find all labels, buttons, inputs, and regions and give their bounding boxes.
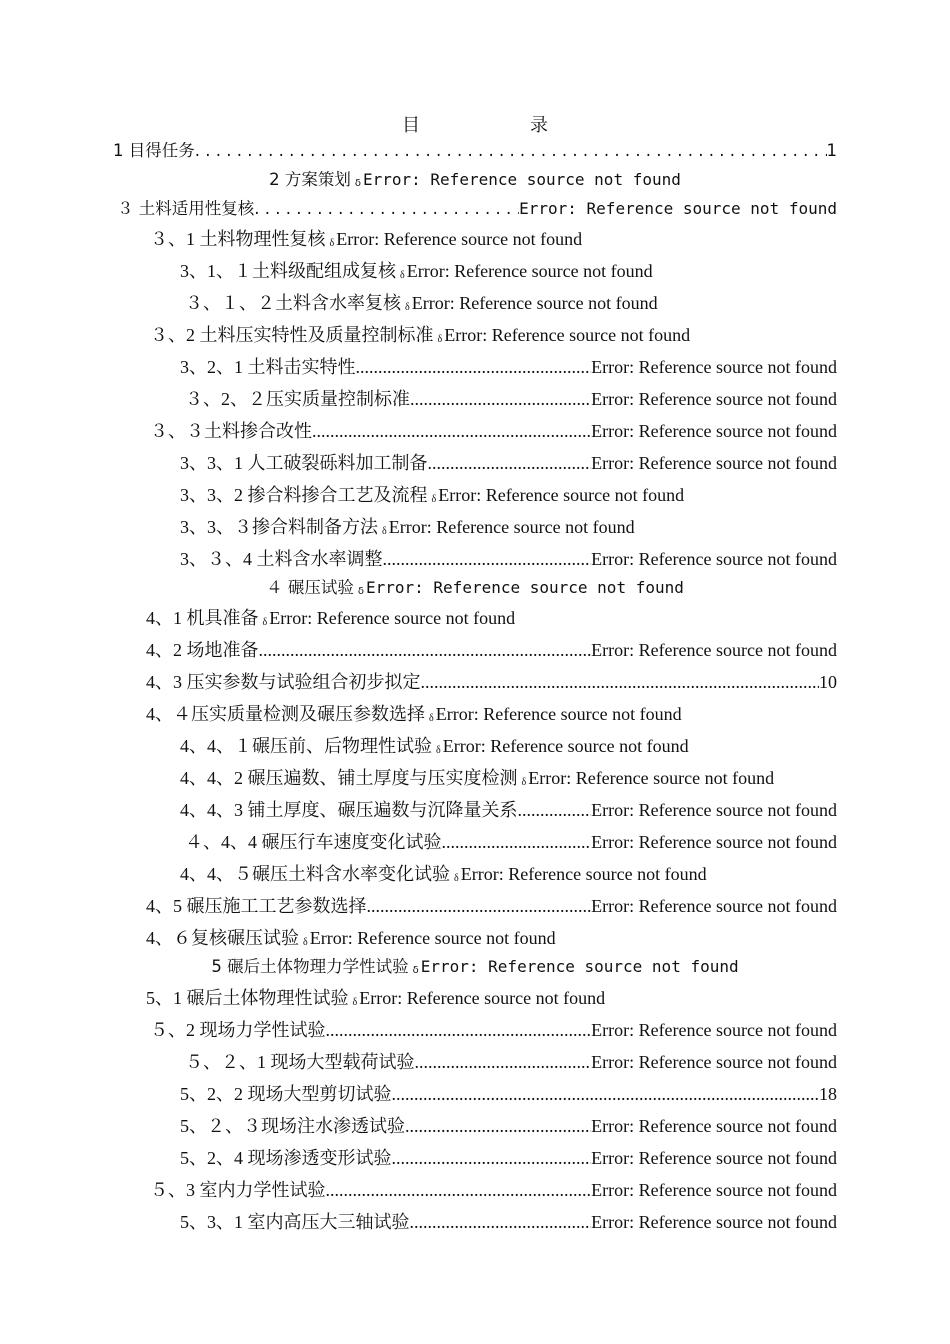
toc-entry-label: 4、4、１碾压前、后物理性试验 xyxy=(180,736,432,756)
toc-entry-page: Error: Reference source not found xyxy=(444,325,691,345)
toc-entry-label: 5、２、３现场注水渗透试验 xyxy=(180,1116,405,1136)
tab-marker-icon: δ xyxy=(329,238,335,249)
toc-entry-label: ３、１、２土料含水率复核 xyxy=(185,293,401,313)
toc-entry-page: Error: Reference source not found xyxy=(591,389,837,409)
toc-entry[interactable] xyxy=(180,797,837,823)
toc-entry-label: 3、3、３掺合料制备方法 xyxy=(180,517,378,537)
toc-entry-page: Error: Reference source not found xyxy=(591,357,837,377)
leader-dots xyxy=(195,138,827,164)
leader-dots xyxy=(428,450,592,476)
toc-entry[interactable] xyxy=(146,605,515,631)
toc-entry[interactable] xyxy=(180,1113,837,1139)
toc-entry-page: Error: Reference source not found xyxy=(591,421,837,441)
toc-entry[interactable] xyxy=(180,1081,837,1107)
tab-marker-icon: δ xyxy=(262,617,268,628)
toc-entry-page: Error: Reference source not found xyxy=(362,170,681,189)
leader-dots xyxy=(392,1145,592,1171)
toc-entry[interactable] xyxy=(146,701,682,727)
toc-entry[interactable] xyxy=(180,354,837,380)
toc-entry[interactable] xyxy=(146,669,837,695)
tab-marker-icon: δ xyxy=(357,586,364,597)
toc-entry-page: Error: Reference source not found xyxy=(359,988,606,1008)
toc-entry[interactable] xyxy=(150,1017,837,1043)
tab-marker-icon: δ xyxy=(352,997,358,1008)
toc-entry-label: 4、5 碾压施工工艺参数选择 xyxy=(146,896,367,916)
leader-dots xyxy=(442,829,592,855)
toc-entry-page: Error: Reference source not found xyxy=(591,1020,837,1040)
toc-entry-label: ３、1 土料物理性复核 xyxy=(150,229,326,249)
toc-entry-label: ５、2 现场力学性试验 xyxy=(150,1020,326,1040)
toc-entry-label: 3、2、1 土料击实特性 xyxy=(180,357,356,377)
leader-dots xyxy=(254,196,519,222)
toc-entry-label: 3、3、1 人工破裂砾料加工制备 xyxy=(180,453,428,473)
tab-marker-icon: δ xyxy=(354,178,361,189)
toc-entry[interactable] xyxy=(146,637,837,663)
tab-marker-icon: δ xyxy=(429,713,434,724)
leader-dots xyxy=(326,1177,592,1203)
toc-entry-page: Error: Reference source not found xyxy=(591,1052,837,1072)
toc-entry[interactable] xyxy=(113,575,837,601)
toc-entry-label: 4、1 机具准备 xyxy=(146,608,259,628)
tab-marker-icon: δ xyxy=(303,937,308,948)
leader-dots xyxy=(410,1209,592,1235)
toc-entry-page: 10 xyxy=(819,672,837,692)
toc-entry-page: 1 xyxy=(826,141,837,160)
toc-entry-page: Error: Reference source not found xyxy=(591,800,837,820)
toc-entry[interactable] xyxy=(180,546,837,572)
toc-entry-label: 3、３、4 土料含水率调整 xyxy=(180,549,383,569)
tab-marker-icon: δ xyxy=(382,526,387,537)
toc-entry-page: Error: Reference source not found xyxy=(591,1116,837,1136)
toc-entry-label: 5、2、2 现场大型剪切试验 xyxy=(180,1084,392,1104)
toc-entry-label: ３、2、２压实质量控制标准 xyxy=(185,389,410,409)
toc-title: 目录 xyxy=(402,115,658,136)
toc-entry-label: 4、４压实质量检测及碾压参数选择 xyxy=(146,704,425,724)
leader-dots xyxy=(383,546,592,572)
toc-entry-page: Error: Reference source not found xyxy=(591,640,837,660)
toc-entry-page: Error: Reference source not found xyxy=(438,485,685,505)
leader-dots xyxy=(405,1113,591,1139)
leader-dots xyxy=(415,1049,592,1075)
toc-entry-page: Error: Reference source not found xyxy=(309,928,556,948)
tab-marker-icon: δ xyxy=(454,873,459,884)
tab-marker-icon: δ xyxy=(436,745,441,756)
toc-entry-label: 4、4、2 碾压遍数、铺土厚度与压实度检测 xyxy=(180,768,518,788)
toc-entry-page: Error: Reference source not found xyxy=(591,1148,837,1168)
toc-entry-label: 4、2 场地准备 xyxy=(146,640,259,660)
leader-dots xyxy=(312,418,591,444)
toc-entry-page: Error: Reference source not found xyxy=(591,549,837,569)
toc-entry-page: Error: Reference source not found xyxy=(365,578,684,597)
toc-entry[interactable] xyxy=(180,514,635,540)
toc-entry-label: ３ 土料适用性复核 xyxy=(117,199,255,218)
toc-entry-label: 4、4、3 铺土厚度、碾压遍数与沉降量关系 xyxy=(180,800,518,820)
toc-entry-label: 5、2、4 现场渗透变形试验 xyxy=(180,1148,392,1168)
toc-entry[interactable] xyxy=(185,386,837,412)
toc-entry-page: Error: Reference source not found xyxy=(591,896,837,916)
toc-entry-page: Error: Reference source not found xyxy=(435,704,682,724)
toc-entry-label: 1 目得任务 xyxy=(113,141,195,160)
toc-entry-page: Error: Reference source not found xyxy=(460,864,707,884)
leader-dots xyxy=(367,893,592,919)
toc-entry[interactable] xyxy=(180,861,707,887)
toc-entry-label: 4、６复核碾压试验 xyxy=(146,928,299,948)
toc-entry-label: 5、3、1 室内高压大三轴试验 xyxy=(180,1212,410,1232)
toc-entry[interactable] xyxy=(180,1209,837,1235)
toc-entry[interactable] xyxy=(113,167,837,193)
tab-marker-icon: δ xyxy=(400,270,405,281)
toc-entry-label: ４、4、4 碾压行车速度变化试验 xyxy=(185,832,442,852)
toc-entry-label: ３、３土料掺合改性 xyxy=(150,421,312,441)
toc-entry[interactable] xyxy=(185,1049,837,1075)
toc-entry-label: 5、1 碾后土体物理性试验 xyxy=(146,988,349,1008)
toc-entry-page: Error: Reference source not found xyxy=(591,1180,837,1200)
toc-entry[interactable] xyxy=(180,1145,837,1171)
toc-entry[interactable] xyxy=(146,985,605,1011)
toc-entry-page: Error: Reference source not found xyxy=(519,199,837,218)
toc-entry-label: ３、2 土料压实特性及质量控制标准 xyxy=(150,325,434,345)
leader-dots xyxy=(356,354,592,380)
toc-entry-page: Error: Reference source not found xyxy=(420,957,739,976)
toc-entry-page: Error: Reference source not found xyxy=(336,229,583,249)
toc-entry-page: Error: Reference source not found xyxy=(591,1212,837,1232)
leader-dots xyxy=(259,637,592,663)
leader-dots xyxy=(518,797,592,823)
toc-entry[interactable] xyxy=(146,893,837,919)
toc-entry-page: 18 xyxy=(819,1084,837,1104)
toc-entry-label: 5 碾后土体物理力学性试验 xyxy=(211,957,409,976)
leader-dots xyxy=(421,669,820,695)
toc-entry-page: Error: Reference source not found xyxy=(406,261,653,281)
toc-entry[interactable] xyxy=(150,1177,837,1203)
toc-entry[interactable] xyxy=(117,196,837,222)
toc-entry-label: ４ 碾压试验 xyxy=(266,578,354,597)
toc-entry-page: Error: Reference source not found xyxy=(411,293,658,313)
toc-entry[interactable] xyxy=(180,765,774,791)
toc-entry[interactable] xyxy=(180,450,837,476)
toc-entry-label: 3、3、2 掺合料掺合工艺及流程 xyxy=(180,485,428,505)
toc-entry-label: 4、3 压实参数与试验组合初步拟定 xyxy=(146,672,421,692)
toc-entry[interactable] xyxy=(146,925,556,951)
leader-dots xyxy=(392,1081,820,1107)
leader-dots xyxy=(326,1017,592,1043)
toc-entry-label: 3、1、１土料级配组成复核 xyxy=(180,261,396,281)
toc-entry[interactable] xyxy=(150,226,582,252)
leader-dots xyxy=(410,386,591,412)
toc-entry-page: Error: Reference source not found xyxy=(269,608,516,628)
toc-entry[interactable] xyxy=(185,829,837,855)
toc-entry-label: 4、4、５碾压土料含水率变化试验 xyxy=(180,864,450,884)
toc-entry-page: Error: Reference source not found xyxy=(591,832,837,852)
toc-entry[interactable] xyxy=(180,482,684,508)
toc-entry-label: ５、3 室内力学性试验 xyxy=(150,1180,326,1200)
toc-entry-label: 2 方案策划 xyxy=(269,170,351,189)
toc-entry-page: Error: Reference source not found xyxy=(528,768,775,788)
toc-entry-page: Error: Reference source not found xyxy=(442,736,689,756)
toc-entry-page: Error: Reference source not found xyxy=(591,453,837,473)
toc-entry[interactable] xyxy=(113,138,837,164)
toc-entry[interactable] xyxy=(185,290,658,316)
toc-entry[interactable] xyxy=(150,322,690,348)
toc-entry-label: ５、２、1 现场大型载荷试验 xyxy=(185,1052,415,1072)
toc-entry[interactable] xyxy=(180,733,689,759)
toc-entry[interactable] xyxy=(150,418,837,444)
tab-marker-icon: δ xyxy=(405,302,410,313)
tab-marker-icon: δ xyxy=(431,494,437,505)
toc-entry[interactable] xyxy=(180,258,653,284)
tab-marker-icon: δ xyxy=(521,777,527,788)
tab-marker-icon: δ xyxy=(412,965,419,976)
toc-entry-page: Error: Reference source not found xyxy=(388,517,635,537)
tab-marker-icon: δ xyxy=(437,334,443,345)
toc-entry[interactable] xyxy=(113,954,837,980)
